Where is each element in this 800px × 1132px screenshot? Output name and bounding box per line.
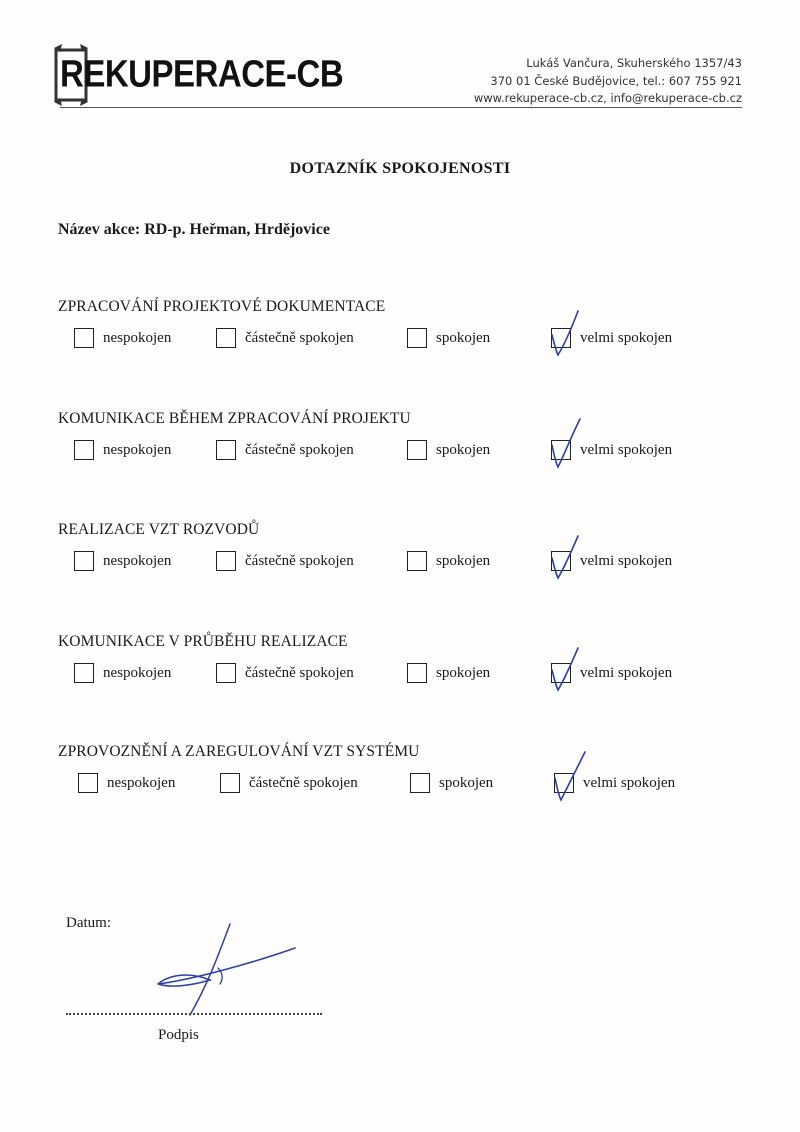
section-realization-communication — [58, 633, 748, 693]
header-divider — [60, 107, 742, 108]
checkbox-velmi-spokojen-checked[interactable] — [551, 551, 571, 571]
checkbox-velmi-spokojen-checked[interactable] — [551, 440, 571, 460]
checkbox-castecne-spokojen[interactable] — [216, 328, 236, 348]
option-castecne-spokojen[interactable] — [216, 663, 354, 683]
checkbox-nespokojen[interactable] — [74, 328, 94, 348]
option-nespokojen[interactable] — [74, 551, 171, 571]
section-title: KOMUNIKACE BĚHEM ZPRACOVÁNÍ PROJEKTU — [58, 410, 411, 427]
option-label: nespokojen — [107, 774, 176, 791]
handwritten-check-icon — [551, 750, 601, 804]
option-label: velmi spokojen — [583, 774, 676, 791]
option-spokojen[interactable] — [407, 440, 490, 460]
signature-line — [66, 1013, 322, 1015]
section-commissioning — [58, 743, 748, 803]
option-label: velmi spokojen — [580, 329, 673, 346]
checkbox-castecne-spokojen[interactable] — [216, 551, 236, 571]
option-label: částečně spokojen — [249, 774, 358, 791]
option-velmi-spokojen[interactable] — [551, 328, 672, 348]
option-nespokojen[interactable] — [74, 328, 171, 348]
option-label: nespokojen — [103, 329, 172, 346]
section-project-docs — [58, 298, 748, 358]
handwritten-check-icon — [548, 640, 598, 694]
option-label: částečně spokojen — [245, 552, 354, 569]
contact-line-web: www.rekuperace-cb.cz, info@rekuperace-cb.cz — [473, 91, 742, 105]
checkbox-spokojen[interactable] — [407, 663, 427, 683]
checkbox-nespokojen[interactable] — [74, 663, 94, 683]
page-title: DOTAZNÍK SPOKOJENOSTI — [289, 160, 511, 177]
section-title: ZPRACOVÁNÍ PROJEKTOVÉ DOKUMENTACE — [58, 298, 386, 315]
checkbox-velmi-spokojen-checked[interactable] — [554, 773, 574, 793]
option-label: částečně spokojen — [245, 441, 354, 458]
option-spokojen[interactable] — [407, 328, 490, 348]
option-label: velmi spokojen — [580, 664, 673, 681]
option-label: spokojen — [436, 441, 491, 458]
action-label: Název akce: — [58, 221, 141, 238]
option-spokojen[interactable] — [407, 551, 490, 571]
option-label: velmi spokojen — [580, 552, 673, 569]
option-label: spokojen — [439, 774, 494, 791]
option-nespokojen[interactable] — [74, 663, 171, 683]
option-label: spokojen — [436, 329, 491, 346]
checkbox-spokojen[interactable] — [407, 551, 427, 571]
handwritten-check-icon — [548, 528, 598, 582]
option-castecne-spokojen[interactable] — [216, 551, 354, 571]
option-label: spokojen — [436, 552, 491, 569]
checkbox-castecne-spokojen[interactable] — [216, 663, 236, 683]
checkbox-nespokojen[interactable] — [74, 551, 94, 571]
action-value: RD-p. Heřman, Hrdějovice — [144, 221, 330, 238]
checkbox-nespokojen[interactable] — [74, 440, 94, 460]
option-velmi-spokojen[interactable] — [551, 440, 672, 460]
option-label: částečně spokojen — [245, 664, 354, 681]
checkbox-velmi-spokojen-checked[interactable] — [551, 328, 571, 348]
logo-text: REKUPERACE-CB — [60, 52, 344, 95]
handwritten-check-icon — [548, 417, 598, 471]
date-label: Datum: — [66, 915, 111, 931]
section-vzt-installation — [58, 521, 748, 581]
option-castecne-spokojen[interactable] — [216, 328, 354, 348]
handwritten-signature-icon — [150, 920, 300, 1020]
option-velmi-spokojen[interactable] — [554, 773, 675, 793]
checkbox-spokojen[interactable] — [407, 328, 427, 348]
contact-line-name: Lukáš Vančura, Skuherského 1357/43 — [526, 56, 742, 70]
option-label: částečně spokojen — [245, 329, 354, 346]
section-title: KOMUNIKACE V PRŮBĚHU REALIZACE — [58, 633, 348, 650]
checkbox-castecne-spokojen[interactable] — [216, 440, 236, 460]
option-label: nespokojen — [103, 664, 172, 681]
contact-line-address: 370 01 České Budějovice, tel.: 607 755 921 — [490, 73, 742, 88]
option-label: nespokojen — [103, 552, 172, 569]
option-nespokojen[interactable] — [78, 773, 175, 793]
option-label: nespokojen — [103, 441, 172, 458]
section-title: REALIZACE VZT ROZVODŮ — [58, 521, 260, 538]
handwritten-check-icon — [548, 305, 598, 359]
action-name — [58, 221, 330, 239]
checkbox-spokojen[interactable] — [407, 440, 427, 460]
signature-label: Podpis — [158, 1027, 199, 1043]
checkbox-spokojen[interactable] — [410, 773, 430, 793]
checkbox-nespokojen[interactable] — [78, 773, 98, 793]
option-spokojen[interactable] — [407, 663, 490, 683]
section-title: ZPROVOZNĚNÍ A ZAREGULOVÁNÍ VZT SYSTÉMU — [58, 743, 420, 760]
option-velmi-spokojen[interactable] — [551, 551, 672, 571]
option-label: spokojen — [436, 664, 491, 681]
option-nespokojen[interactable] — [74, 440, 171, 460]
option-label: velmi spokojen — [580, 441, 673, 458]
option-spokojen[interactable] — [410, 773, 493, 793]
section-project-communication — [58, 410, 748, 470]
contact-block — [422, 55, 742, 108]
option-velmi-spokojen[interactable] — [551, 663, 672, 683]
checkbox-castecne-spokojen[interactable] — [220, 773, 240, 793]
option-castecne-spokojen[interactable] — [220, 773, 358, 793]
checkbox-velmi-spokojen-checked[interactable] — [551, 663, 571, 683]
option-castecne-spokojen[interactable] — [216, 440, 354, 460]
